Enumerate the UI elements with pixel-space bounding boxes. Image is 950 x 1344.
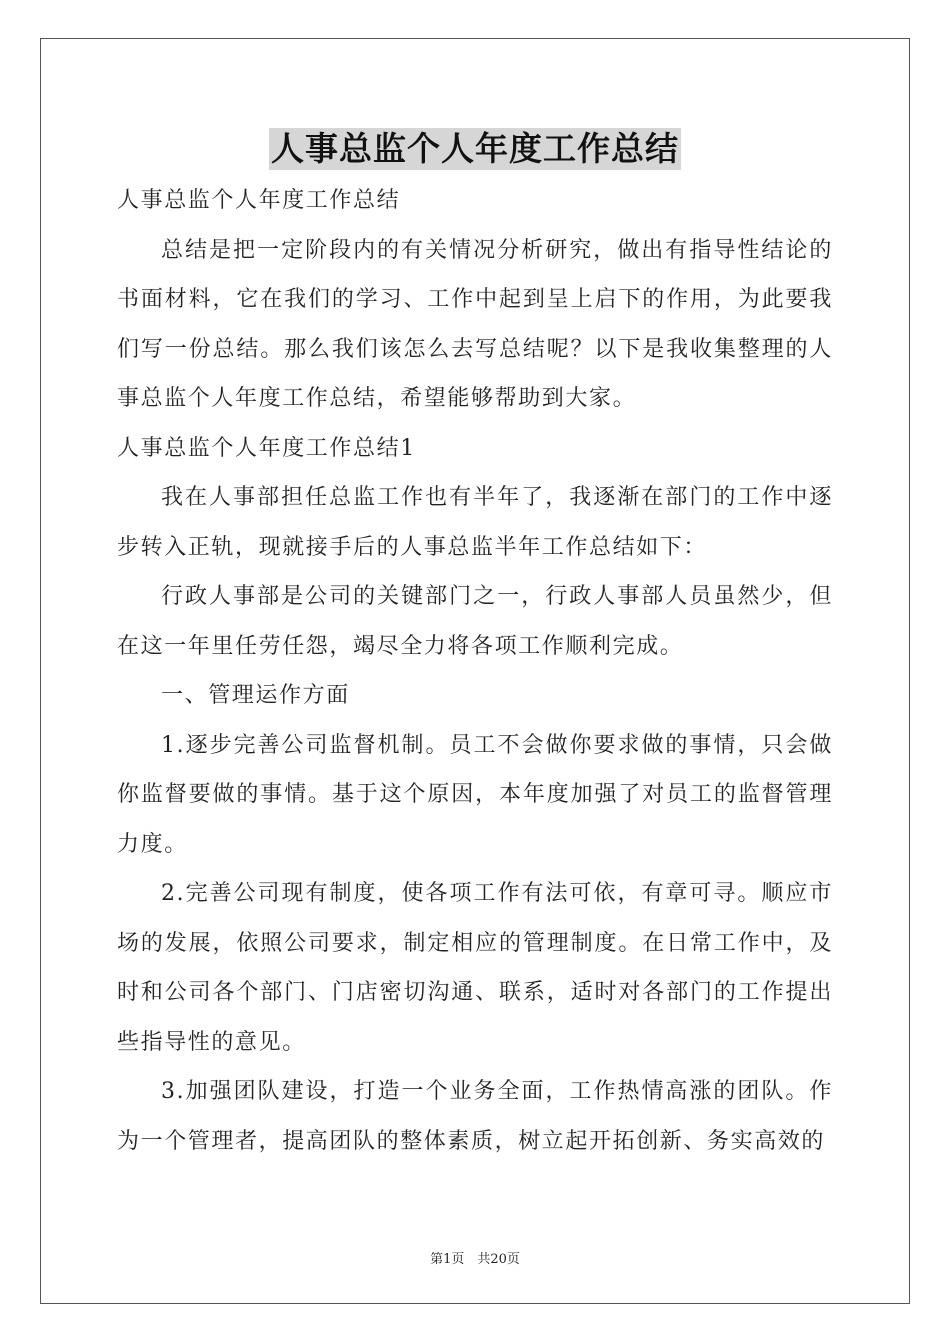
- body-paragraph: 我在人事部担任总监工作也有半年了，我逐渐在部门的工作中逐步转入正轨，现就接手后的人事总监半年工作总结如下：: [117, 485, 833, 560]
- intro-paragraph: 总结是把一定阶段内的有关情况分析研究，做出有指导性结论的书面材料，它在我们的学习、工作中起到呈上启下的作用，为此要我们写一份总结。那么我们该怎么去写总结呢？以下是我收集整理的人事总监个人年度工作总结，希望能够帮助到大家。: [117, 237, 833, 411]
- subtitle-line: 人事总监个人年度工作总结: [117, 188, 401, 213]
- title-container: [0, 128, 950, 170]
- body-paragraph: 行政人事部是公司的关键部门之一，行政人事部人员虽然少，但在这一年里任劳任怨，竭尽全力将各项工作顺利完成。: [117, 584, 833, 659]
- list-item: 3.加强团队建设，打造一个业务全面，工作热情高涨的团队。作为一个管理者，提高团队的整体素质，树立起开拓创新、务实高效的: [117, 1079, 833, 1154]
- document-title: 人事总监个人年度工作总结: [271, 129, 679, 168]
- document-body: [117, 176, 833, 1166]
- list-item: 1.逐步完善公司监督机制。员工不会做你要求做的事情，只会做你监督要做的事情。基于这个原因，本年度加强了对员工的监督管理力度。: [117, 732, 833, 857]
- list-item: 2.完善公司现有制度，使各项工作有法可依，有章可寻。顺应市场的发展，依照公司要求，制定相应的管理制度。在日常工作中，及时和公司各个部门、门店密切沟通、联系，适时对各部门的工作提出些指导性的意见。: [117, 881, 833, 1055]
- page-footer: [0, 1248, 950, 1267]
- subsection-heading: 一、管理运作方面: [161, 683, 350, 708]
- section-heading: 人事总监个人年度工作总结1: [117, 435, 416, 461]
- page-number: 第1页 共20页: [430, 1252, 520, 1267]
